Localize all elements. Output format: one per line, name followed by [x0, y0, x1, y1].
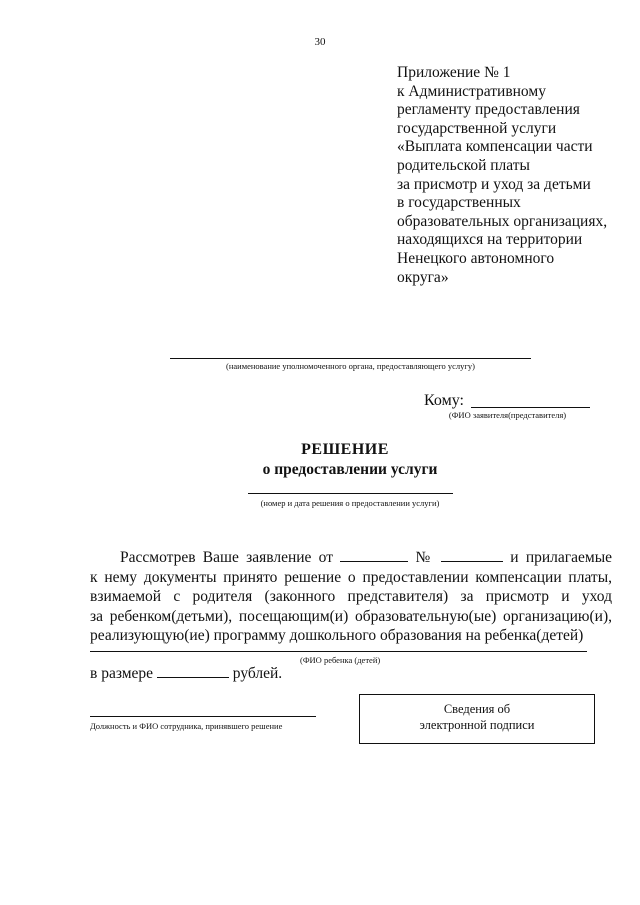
amount-blank — [157, 665, 229, 678]
body-line-3: взимаемой с родителя (законного представителя) за присмотр и уход — [90, 588, 612, 606]
official-caption: Должность и ФИО сотрудника, принявшего решение — [90, 721, 283, 731]
body-text-attached: и прилагаемые — [510, 549, 612, 566]
appendix-line: к Административному — [397, 82, 546, 100]
appendix-line: Приложение № 1 — [397, 64, 511, 81]
body-line-4: за ребенком(детьми), посещающим(и) образовательную(ые) организацию(и), — [90, 607, 612, 625]
body-line-1 — [90, 548, 612, 568]
decision-number-caption: (номер и дата решения о предоставлении услуги) — [260, 498, 440, 508]
appendix-line: Ненецкого автономного — [397, 249, 555, 267]
official-signature-line — [90, 716, 316, 717]
decision-subtitle: о предоставлении услуги — [262, 461, 438, 478]
body-line-5: реализующую(ие) программу дошкольного образования на ребенка(детей) — [90, 627, 584, 645]
amount-suffix: рублей. — [232, 665, 283, 682]
authority-caption: (наименование уполномоченного органа, предоставляющего услугу) — [226, 361, 475, 371]
appendix-header — [397, 64, 627, 287]
decision-title: РЕШЕНИЕ — [301, 441, 389, 458]
electronic-signature-box — [359, 694, 595, 744]
recipient-name-line — [471, 407, 590, 408]
appendix-line: регламенту предоставления — [397, 101, 580, 119]
application-number-blank — [441, 549, 503, 562]
page-number: 30 — [314, 36, 326, 48]
appendix-line: округа» — [397, 268, 449, 286]
appendix-line: государственной услуги — [397, 119, 557, 137]
appendix-line: в государственных — [397, 194, 521, 212]
child-name-line — [90, 651, 587, 652]
appendix-line: образовательных организациях, — [397, 212, 608, 230]
appendix-line: «Выплата компенсации части — [397, 138, 593, 156]
body-text-number-sign: № — [415, 549, 434, 566]
decision-number-line — [248, 493, 453, 494]
body-text-application: Рассмотрев Ваше заявление от — [120, 549, 334, 566]
signature-box-line-2: электронной подписи — [419, 718, 535, 732]
appendix-line: родительской платы — [397, 156, 530, 174]
appendix-line: находящихся на территории — [397, 231, 583, 249]
recipient-caption: (ФИО заявителя(представителя) — [448, 410, 567, 420]
decision-body — [90, 548, 612, 646]
signature-box-line-1: Сведения об — [443, 702, 511, 716]
body-line-2: к нему документы принято решение о предоставлении компенсации платы, — [90, 568, 612, 586]
application-date-blank — [340, 549, 408, 562]
child-caption: (ФИО ребенка (детей) — [300, 655, 381, 665]
recipient-label: Кому: — [424, 392, 464, 409]
amount-prefix: в размере — [90, 665, 154, 682]
authority-name-line — [170, 358, 531, 359]
appendix-line: за присмотр и уход за детьми — [397, 175, 591, 193]
amount-line — [90, 665, 282, 683]
